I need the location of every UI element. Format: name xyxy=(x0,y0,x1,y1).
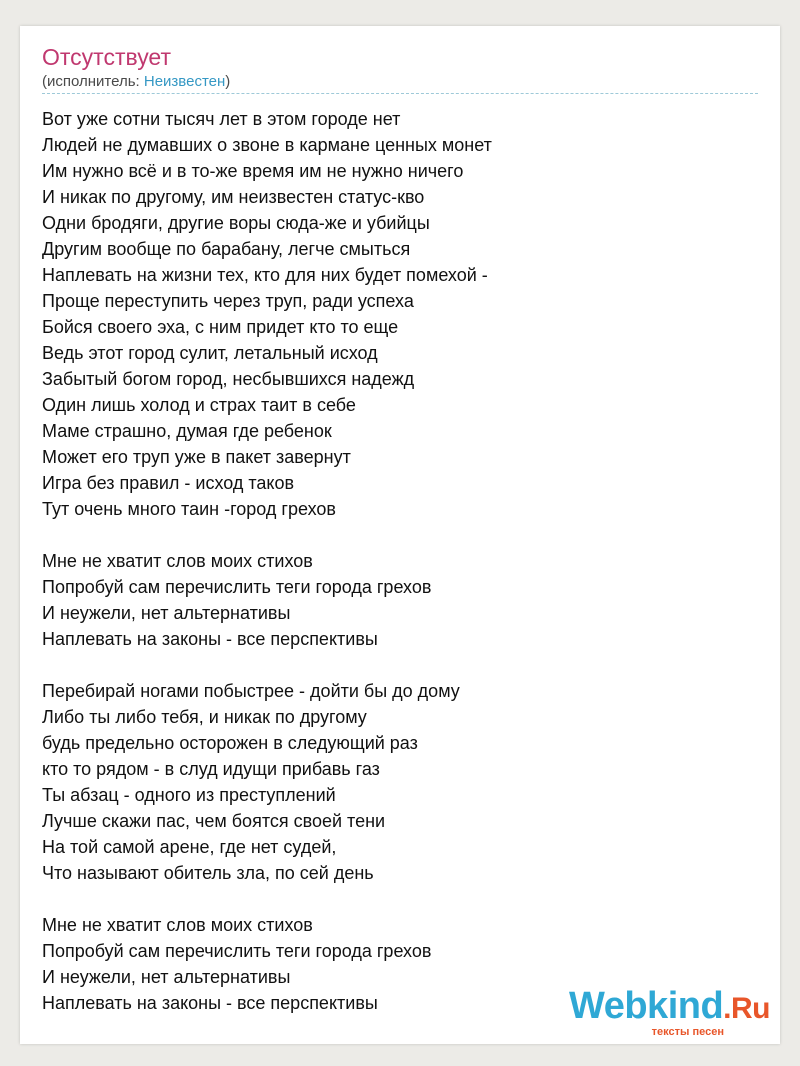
song-title: Отсутствует xyxy=(42,44,171,70)
lyric-line: На той самой арене, где нет судей, xyxy=(42,837,337,857)
logo-tld: .Ru xyxy=(723,992,770,1025)
lyric-line: И неужели, нет альтернативы xyxy=(42,603,291,623)
lyrics-card xyxy=(20,26,780,1044)
lyric-line: Попробуй сам перечислить теги города грехов xyxy=(42,577,432,597)
lyric-line: Лучше скажи пас, чем боятся своей тени xyxy=(42,811,386,831)
lyric-line: Вот уже сотни тысяч лет в этом городе нет xyxy=(42,109,401,129)
stanza-break xyxy=(42,652,492,678)
lyrics-text xyxy=(42,106,492,1016)
artist-line xyxy=(42,72,230,92)
lyric-line: Проще переступить через труп, ради успеха xyxy=(42,291,414,311)
artist-link[interactable]: Неизвестен xyxy=(143,73,226,90)
logo-main-text: Webkind xyxy=(569,985,724,1027)
lyric-line: Может его труп уже в пакет завернут xyxy=(42,447,351,467)
lyric-line: Попробуй сам перечислить теги города грехов xyxy=(42,941,432,961)
header-divider xyxy=(42,93,758,94)
lyric-line: будь предельно осторожен в следующий раз xyxy=(42,733,418,753)
stanza-break xyxy=(42,522,492,548)
artist-prefix: (исполнитель: xyxy=(42,73,144,90)
stanza-break xyxy=(42,886,492,912)
artist-suffix: ) xyxy=(225,73,231,90)
lyric-line: кто то рядом - в слуд идущи прибавь газ xyxy=(42,759,380,779)
lyric-line: Перебирай ногами побыстрее - дойти бы до дому xyxy=(42,681,460,701)
lyric-line: Тут очень много таин -город грехов xyxy=(42,499,336,519)
lyric-line: Либо ты либо тебя, и никак по другому xyxy=(42,707,367,727)
lyric-line: Наплевать на законы - все перспективы xyxy=(42,993,378,1013)
lyric-line: Наплевать на жизни тех, кто для них будет помехой - xyxy=(42,265,488,285)
lyric-line: Мне не хватит слов моих стихов xyxy=(42,551,313,571)
logo-wordmark xyxy=(569,986,770,1029)
lyric-line: Игра без правил - исход таков xyxy=(42,473,295,493)
lyric-line: Другим вообще по барабану, легче смыться xyxy=(42,239,411,259)
lyric-line: И никак по другому, им неизвестен статус-кво xyxy=(42,187,425,207)
lyric-line: Один лишь холод и страх таит в себе xyxy=(42,395,356,415)
lyric-line: Людей не думавших о звоне в кармане ценных монет xyxy=(42,135,492,155)
lyric-line: Им нужно всё и в то-же время им не нужно ничего xyxy=(42,161,464,181)
lyric-line: Маме страшно, думая где ребенок xyxy=(42,421,332,441)
lyric-line: Мне не хватит слов моих стихов xyxy=(42,915,313,935)
site-logo[interactable] xyxy=(569,986,770,1038)
lyric-line: Одни бродяги, другие воры сюда-же и убийцы xyxy=(42,213,430,233)
lyric-line: Наплевать на законы - все перспективы xyxy=(42,629,378,649)
lyric-line: Ты абзац - одного из преступлений xyxy=(42,785,336,805)
lyric-line: Что называют обитель зла, по сей день xyxy=(42,863,374,883)
lyric-line: Забытый богом город, несбывшихся надежд xyxy=(42,369,415,389)
lyric-line: Ведь этот город сулит, летальный исход xyxy=(42,343,378,363)
lyric-line: Бойся своего эха, с ним придет кто то еще xyxy=(42,317,399,337)
logo-tagline: тексты песен xyxy=(651,1026,724,1038)
lyric-line: И неужели, нет альтернативы xyxy=(42,967,291,987)
